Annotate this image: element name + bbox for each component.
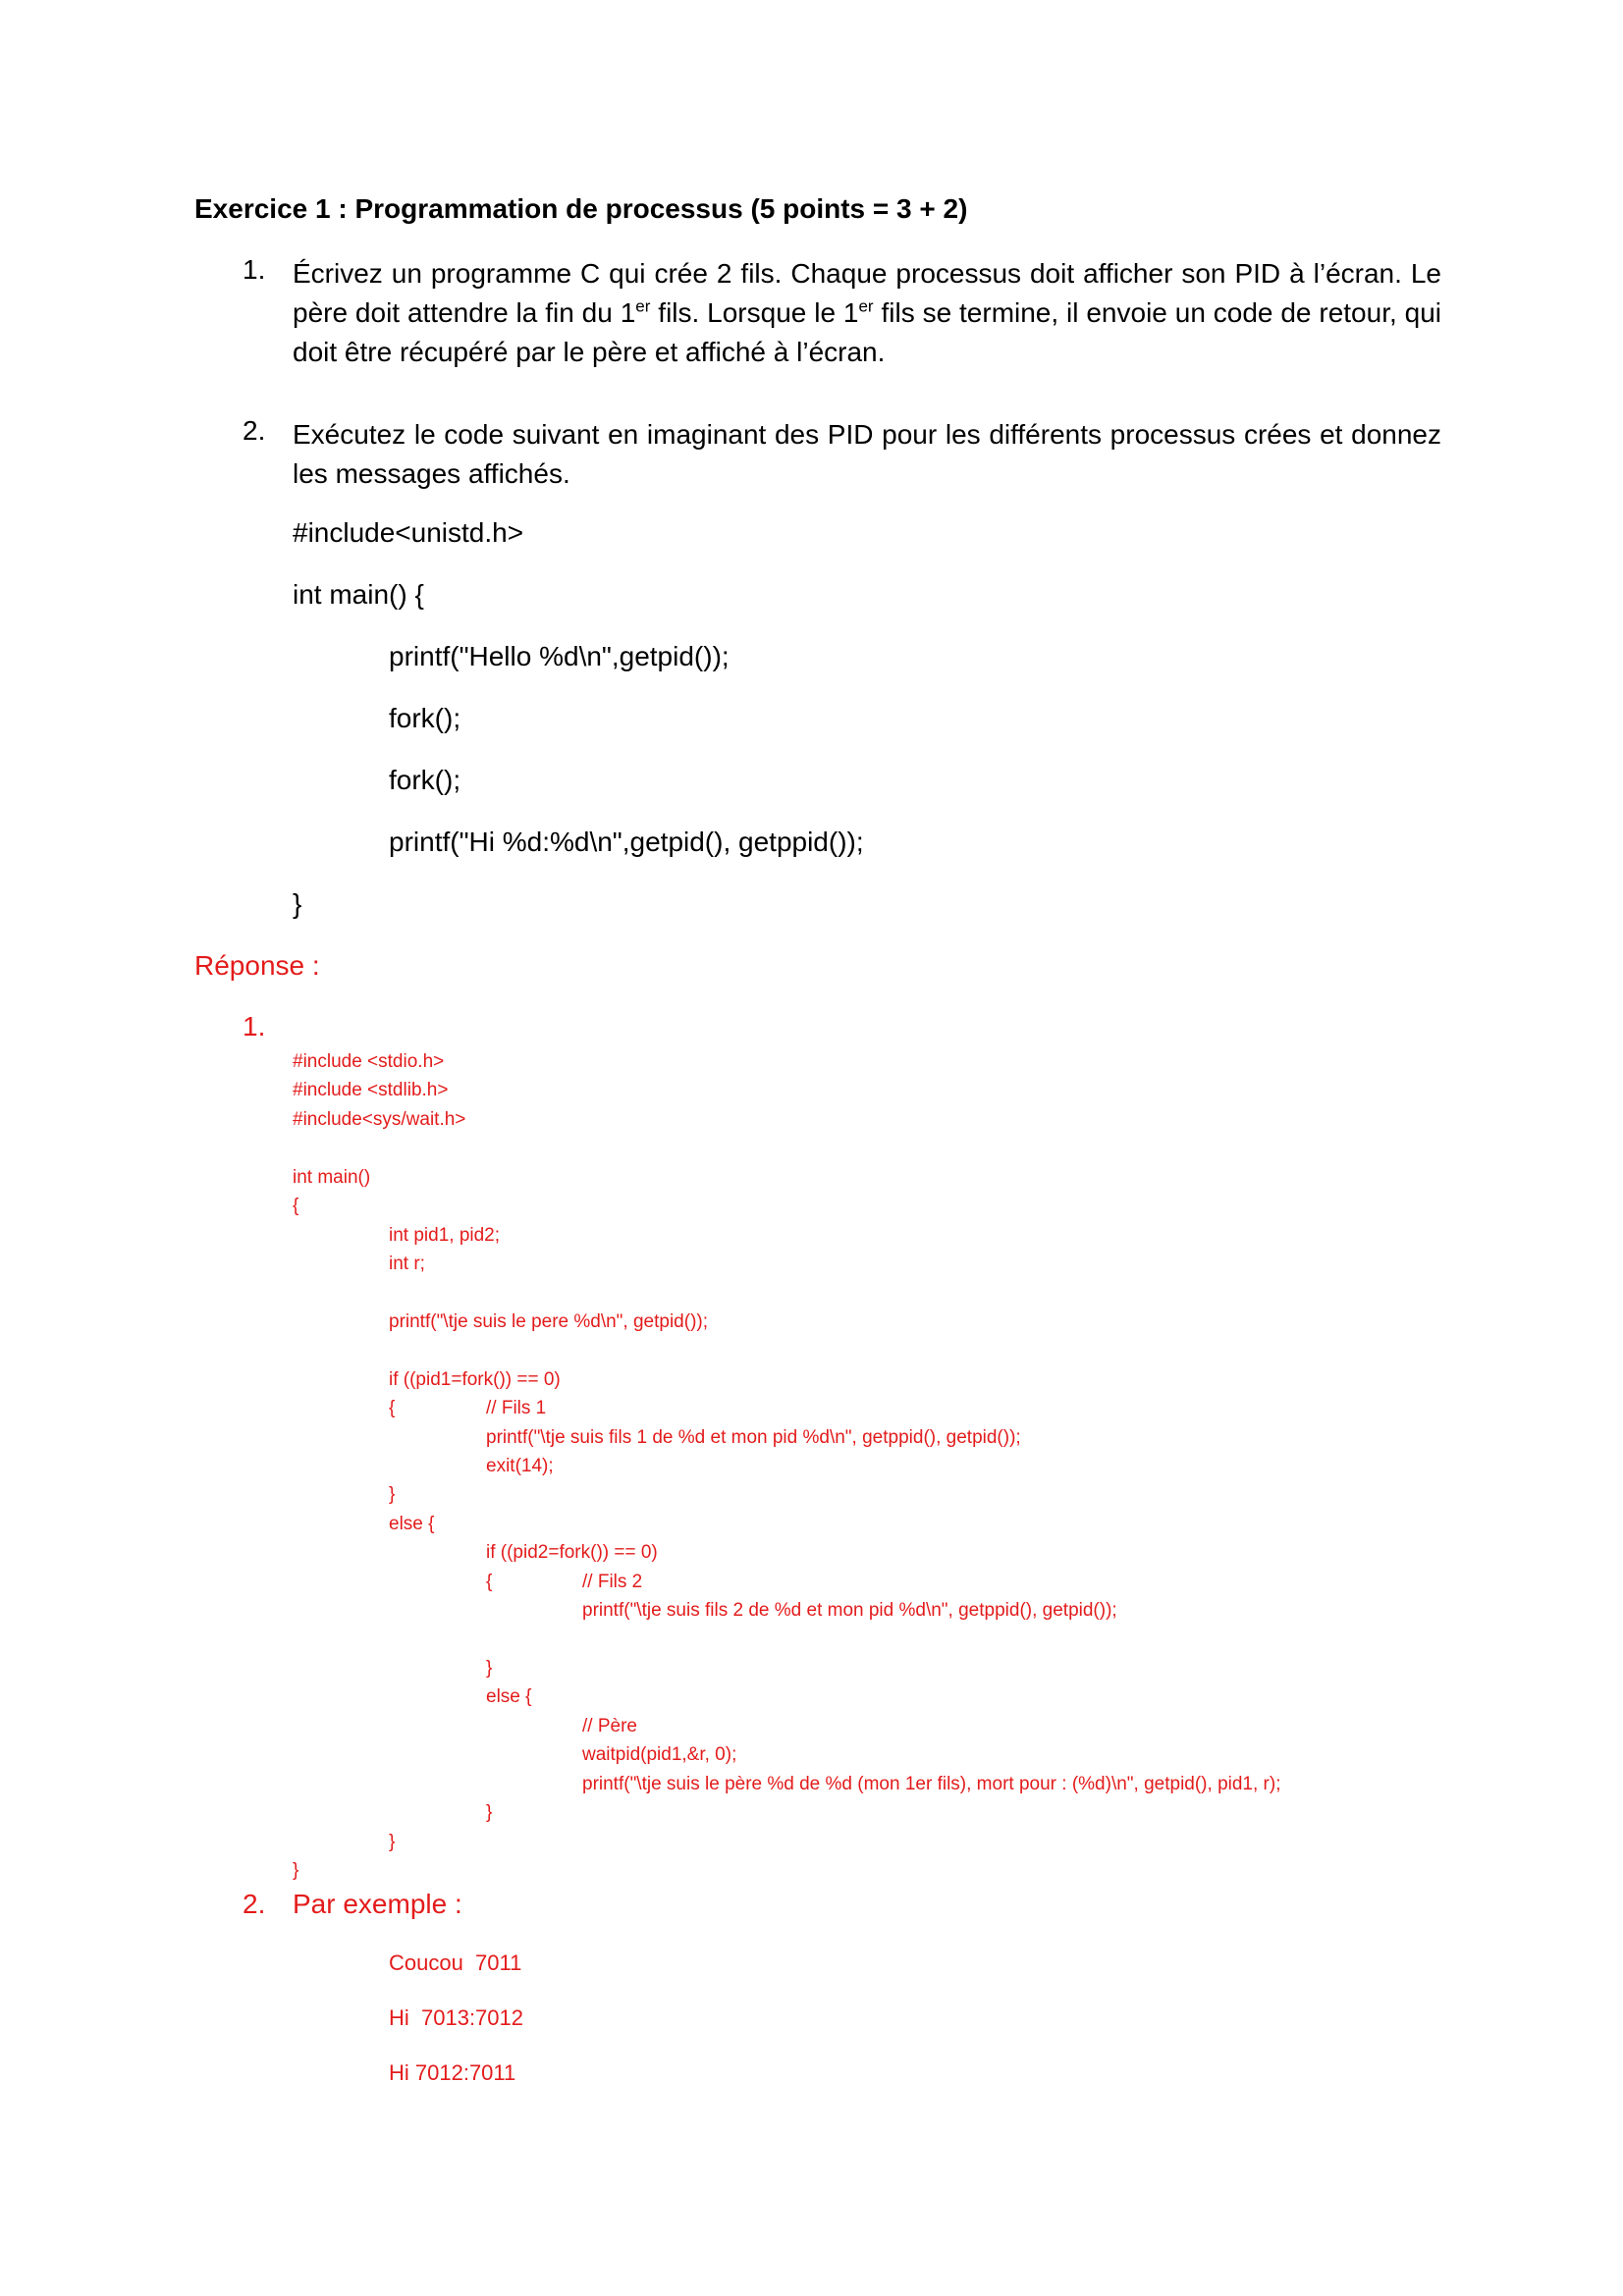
answer-code-line: #include <stdio.h>	[293, 1051, 445, 1072]
output-line: Hi 7013:7012	[389, 2005, 523, 2030]
answer-code-line: int main()	[293, 1167, 371, 1188]
answer-code-line: exit(14);	[486, 1456, 554, 1476]
question-2-text: Exécutez le code suivant en imaginant des PID pour les différents processus crées et donnez les messages affichés.	[293, 419, 1441, 489]
answer-code-line: // Père	[582, 1716, 637, 1736]
exercise-title: Exercice 1 : Programmation de processus (5 points = 3 + 2)	[194, 193, 968, 224]
answer-code-line: #include <stdlib.h>	[293, 1080, 449, 1100]
answer-code-line: #include<sys/wait.h>	[293, 1109, 466, 1130]
reponse-heading: Réponse :	[194, 950, 320, 981]
q2-code-line: }	[293, 888, 302, 919]
answer-code-line: }	[293, 1860, 299, 1881]
answer-code-line: if ((pid2=fork()) == 0)	[486, 1542, 658, 1563]
question-1-text: Écrivez un programme C qui crée 2 fils. Chaque processus doit afficher son PID à l’écran. Le père doit attendre la fin du 1er fils. Lorsque le 1er fils se termine, il envoie un code de retour, qui doit être récupéré par le père et affiché à l’écran.	[293, 258, 1442, 367]
answer-code-line: printf("\tje suis fils 1 de %d et mon pid %d\n", getppid(), getpid());	[486, 1427, 1021, 1448]
answer-code-line: int r;	[389, 1254, 425, 1274]
answer-code-line: {	[486, 1572, 493, 1592]
answer-code-line: int pid1, pid2;	[389, 1225, 501, 1246]
reponse-item-2-label: Par exemple :	[293, 1889, 462, 1919]
answer-code-line: printf("\tje suis fils 2 de %d et mon pid %d\n", getppid(), getpid());	[582, 1600, 1117, 1621]
answer-code-line: else {	[389, 1514, 435, 1534]
answer-code-line: }	[389, 1484, 396, 1505]
q2-code-line: #include<unistd.h>	[293, 517, 524, 548]
answer-code-line: else {	[486, 1686, 532, 1707]
answer-code-line: }	[389, 1832, 396, 1852]
answer-code-line: printf("\tje suis le pere %d\n", getpid());	[389, 1311, 709, 1332]
question-1-number: 1.	[243, 254, 266, 285]
answer-code-line: {	[293, 1196, 299, 1216]
q2-code-line: fork();	[389, 765, 461, 795]
answer-code-line: }	[486, 1658, 493, 1679]
answer-code-line: waitpid(pid1,&r, 0);	[582, 1744, 737, 1765]
question-2-number: 2.	[243, 415, 266, 446]
answer-code-line: {	[389, 1398, 396, 1418]
answer-code-line: printf("\tje suis le père %d de %d (mon 1er fils), mort pour : (%d)\n", getpid(), pid1, r);	[582, 1774, 1281, 1794]
reponse-item-1-number: 1.	[243, 1011, 266, 1041]
output-line: Coucou 7011	[389, 1950, 522, 1975]
output-line: Hi 7012:7011	[389, 2060, 516, 2085]
reponse-item-2-number: 2.	[243, 1889, 266, 1919]
answer-code-line: // Fils 2	[582, 1572, 643, 1592]
q2-code-line: printf("Hello %d\n",getpid());	[389, 641, 730, 671]
answer-code-line: }	[486, 1802, 493, 1823]
q2-code-line: fork();	[389, 703, 461, 733]
answer-code-line: // Fils 1	[486, 1398, 547, 1418]
q2-code-line: printf("Hi %d:%d\n",getpid(), getppid());	[389, 827, 864, 857]
answer-code-line: if ((pid1=fork()) == 0)	[389, 1369, 561, 1390]
q2-code-line: int main() {	[293, 579, 424, 610]
